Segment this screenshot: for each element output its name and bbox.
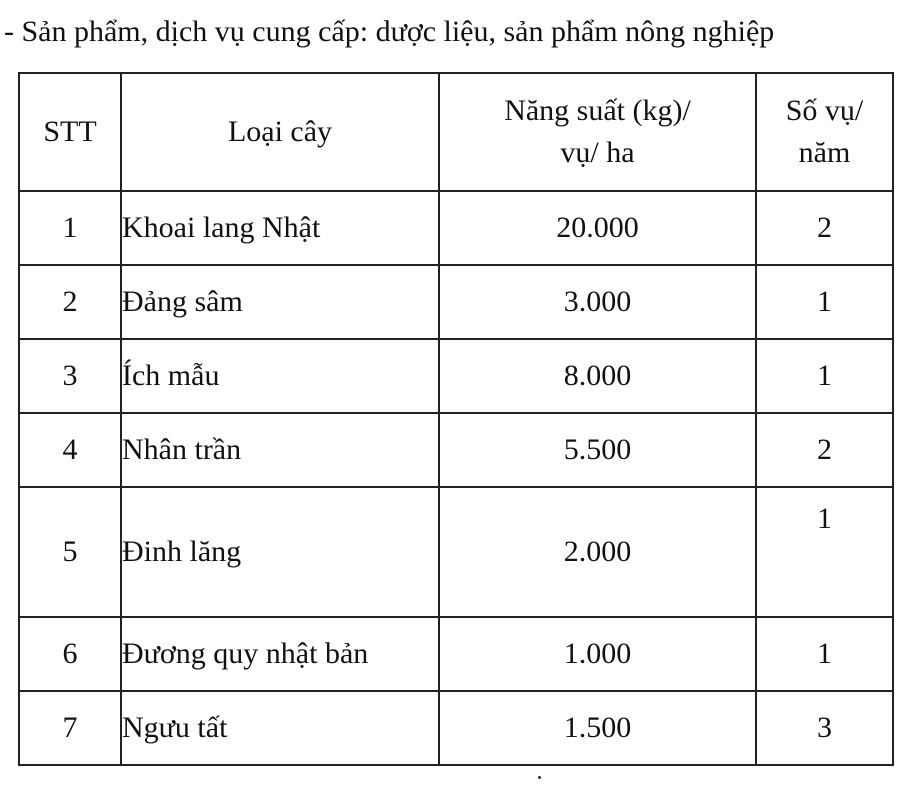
cell-seasons: 1 [756, 265, 893, 339]
cell-crop: Đinh lăng [121, 487, 439, 617]
cell-stt: 4 [19, 413, 121, 487]
cell-seasons: 1 [756, 339, 893, 413]
cell-seasons: 1 [756, 617, 893, 691]
cell-yield: 1.000 [439, 617, 756, 691]
table-row [19, 487, 893, 617]
cell-stt: 7 [19, 691, 121, 765]
header-crop: Loại cây [121, 73, 439, 191]
scan-speck [538, 776, 541, 779]
cell-yield: 2.000 [439, 487, 756, 617]
header-yield: Năng suất (kg)/ vụ/ ha [439, 73, 756, 191]
cell-seasons: 3 [756, 691, 893, 765]
table-row [19, 339, 893, 413]
table-header-row [19, 73, 893, 191]
cell-seasons: 2 [756, 413, 893, 487]
header-stt: STT [19, 73, 121, 191]
table-row [19, 191, 893, 265]
table-row [19, 413, 893, 487]
cell-seasons: 1 [756, 487, 893, 617]
cell-yield: 20.000 [439, 191, 756, 265]
cell-yield: 8.000 [439, 339, 756, 413]
cell-yield: 3.000 [439, 265, 756, 339]
cell-crop: Ngưu tất [121, 691, 439, 765]
cell-stt: 1 [19, 191, 121, 265]
table-row [19, 691, 893, 765]
cell-seasons: 2 [756, 191, 893, 265]
cell-crop: Đương quy nhật bản [121, 617, 439, 691]
intro-text: - Sản phẩm, dịch vụ cung cấp: dược liệu, sản phẩm nông nghiệp [4, 15, 775, 48]
cell-crop: Đảng sâm [121, 265, 439, 339]
cell-crop: Ích mẫu [121, 339, 439, 413]
cell-stt: 3 [19, 339, 121, 413]
cell-crop: Khoai lang Nhật [121, 191, 439, 265]
cell-stt: 5 [19, 487, 121, 617]
table-row [19, 617, 893, 691]
cell-crop: Nhân trần [121, 413, 439, 487]
cell-yield: 5.500 [439, 413, 756, 487]
header-seasons: Số vụ/ năm [756, 73, 893, 191]
crop-table [18, 72, 894, 766]
cell-yield: 1.500 [439, 691, 756, 765]
cell-stt: 2 [19, 265, 121, 339]
table-row [19, 265, 893, 339]
cell-stt: 6 [19, 617, 121, 691]
